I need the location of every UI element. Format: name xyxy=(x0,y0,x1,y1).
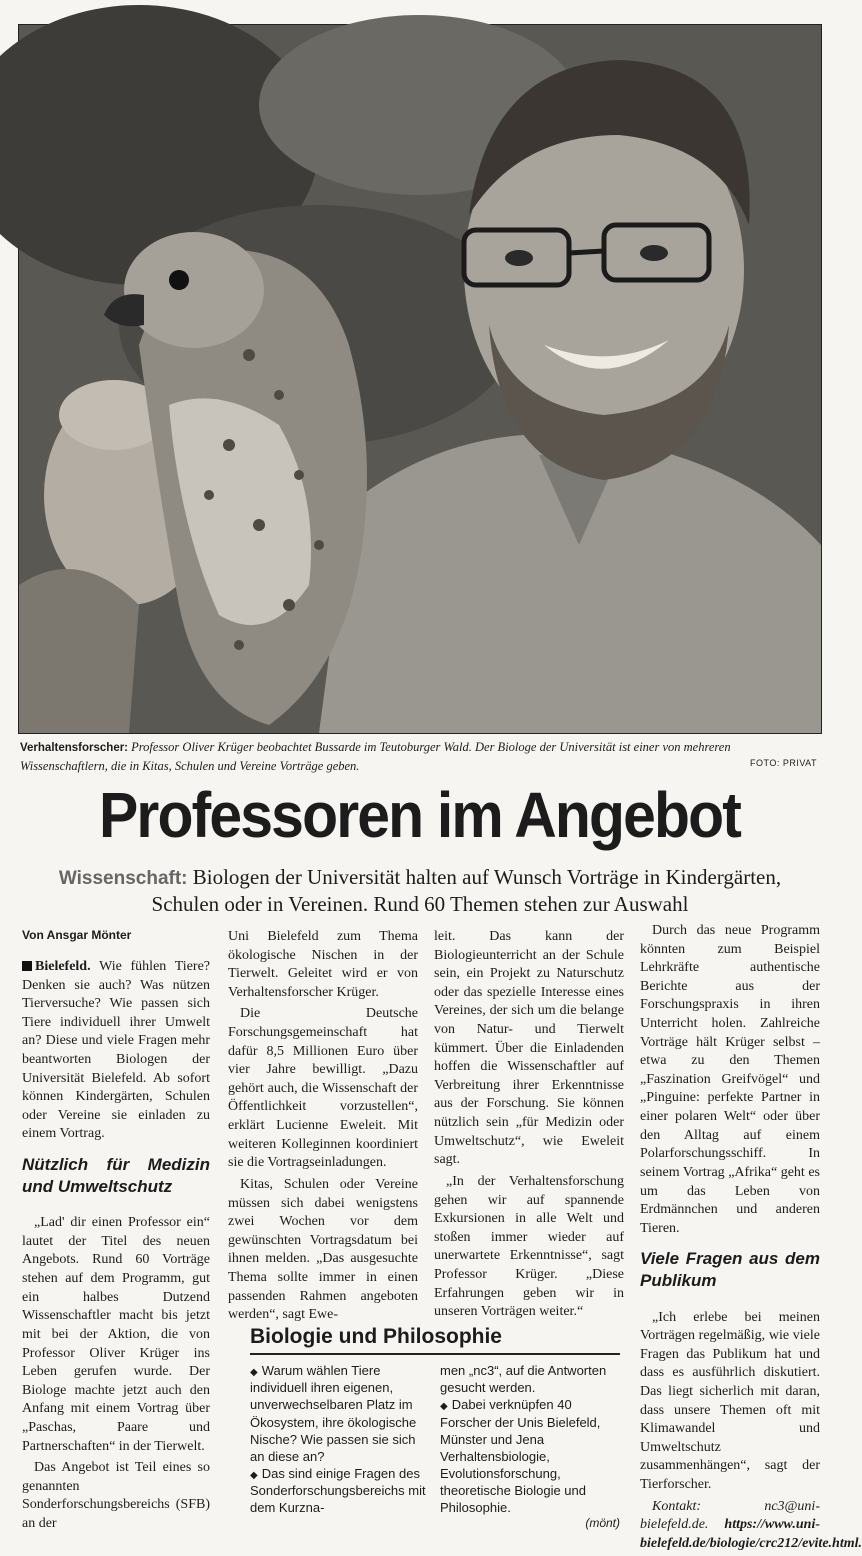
caption-text: Professor Oliver Krüger beobachtet Bussarde im Teutoburger Wald. Der Biologe der Universität ist einer von mehreren Wissenschaftlern, die in Kitas, Schulen und Vereine Vorträge geben. xyxy=(20,740,731,773)
info-box-column-1 xyxy=(250,1362,430,1516)
headline: Professoren im Angebot xyxy=(98,779,741,851)
byline: Von Ansgar Mönter xyxy=(22,928,132,942)
paragraph: Das Angebot ist Teil eines so genannten Sonderforschungsbereichs (SFB) an der xyxy=(22,1460,210,1531)
article-column-2 xyxy=(228,928,418,1328)
photo-caption xyxy=(20,738,820,775)
diamond-bullet-icon: ◆ xyxy=(440,1401,448,1413)
contact-url-link[interactable]: https://www.uni-bielefeld.de/biologie/crc212/evite.html. xyxy=(640,1517,862,1551)
contact-label: Kontakt: xyxy=(652,1498,701,1514)
info-item-text: Das sind einige Fragen des Sonderforschungsbereichs mit dem Kurzna- xyxy=(250,1465,426,1516)
author-signature: (mönt) xyxy=(585,1516,620,1531)
square-bullet-icon xyxy=(22,961,32,971)
lead-paragraph xyxy=(22,958,210,1144)
info-item-text: Dabei verknüpfen 40 Forscher der Unis Bielefeld, Münster und Jena Verhaltensbiologie, Evolutionsforschung, theoretische Biologie und Philosophie. xyxy=(440,1397,601,1516)
paragraph: leit. Das kann der Biologieunterricht an der Schule sein, ein Projekt zu Naturschutz oder das spezielle Interesse eines Vereines, der sich um die belange von Natur- und Tierwelt kümmert. Über die Einladenden hoffen die Wissenschaftler auf Verbreitung ihrer Erkenntnisse aus der Forschung. Sie können nützlich sein „für Medizin oder Umweltschutz“, wie Eweleit sagt. xyxy=(434,929,624,1168)
diamond-bullet-icon: ◆ xyxy=(250,1469,258,1481)
paragraph: Die Deutsche Forschungsgemeinschaft hat dafür 8,5 Millionen Euro über vier Jahre bewilligt. „Dazu gehört auch, die Wissenschaft der Öffentlichkeit vorzustellen“, erklärt Lucienne Eweleit. Mit weiteren Kolleginnen koordiniert sie die Vortragseinladungen. xyxy=(228,1006,418,1171)
caption-kicker: Verhaltensforscher: xyxy=(20,742,129,754)
info-item-text: Warum wählen Tiere individuell ihren eigenen, unverwechselbaren Platz im Ökosystem, ihre ökologische Nische? Wie passen sie sich an diese an? xyxy=(250,1363,417,1464)
photo-illustration xyxy=(19,25,821,733)
photo-credit: FOTO: PRIVAT xyxy=(749,758,817,768)
subhead-line-2: Schulen oder in Vereinen. Rund 60 Themen stehen zur Auswahl xyxy=(151,891,689,916)
subhead-keyword: Wissenschaft: xyxy=(58,868,188,889)
diamond-bullet-icon: ◆ xyxy=(250,1367,258,1378)
contact-line xyxy=(640,1498,862,1554)
paragraph: Kitas, Schulen oder Vereine müssen sich dabei wenigstens zwei Wochen vor dem gewünschten Vortragsdatum bei ihnen melden. „Das ausgesuchte Thema sollte immer in einen passenden Rahmen angeboten werden“, sagt Ewe- xyxy=(228,1176,418,1323)
subheading-fragen: Viele Fragen aus dem Publikum xyxy=(640,1249,820,1291)
paragraph: „Ich erlebe bei meinen Vorträgen regelmäßig, wie viele Fragen das Publikum hat und dass es ausführlich diskutiert. Das liegt sicherlich mit daran, dass unsere Themen oft mit Klimawandel und Umweltschutz zusammenhängen“, sagt der Tierforscher. xyxy=(640,1309,820,1493)
article-photo xyxy=(18,24,822,734)
paragraph: „In der Verhaltensforschung gehen wir auf spannende Exkursionen in alle Welt und stoßen immer wieder auf unerwartete Erkenntnisse“, sagt Professor Krüger. „Diese Erfahrungen geben wir in unseren Vorträgen weiter.“ xyxy=(434,1173,624,1320)
paragraph: Durch das neue Programm könnten zum Beispiel Lehrkräfte authentische Berichte aus der Forschungspraxis in ihren Unterricht holen. Zahlreiche Vorträge hält Krüger selbst – etwa zu den Themen „Faszination Greifvögel“ und „Pinguine: perfekte Partner in einer polaren Welt“ oder über den Alltag auf einem Polarforschungsschiff. In seinem Vortrag „Afrika“ geht es um das Leben von Erdmännchen und anderen Tieren. xyxy=(640,923,820,1236)
article-column-3 xyxy=(434,928,624,1325)
subhead-line-1: Biologen der Universität halten auf Wunsch Vorträge in Kindergärten, xyxy=(192,865,782,889)
paragraph: Uni Bielefeld zum Thema ökologische Nischen in der Tierwelt. Geleitet wird er von Verhaltensforscher Krüger. xyxy=(228,929,418,1000)
contact-email-link[interactable]: nc3@uni-bielefeld.de. xyxy=(640,1498,820,1533)
subheading-medizin: Nützlich für Medizin und Umweltschutz xyxy=(22,1155,210,1197)
info-item-text: men „nc3“, auf die Antworten gesucht werden. xyxy=(440,1363,607,1396)
article-column-1 xyxy=(22,928,210,1537)
article-column-4 xyxy=(640,922,862,1556)
lead-text: Wie fühlen Tiere? Denken sie auch? Was nützen Tierversuche? Wie passen sich Tiere individuell ihrer Umwelt an? Diese und viele Fragen mehr beantworten Biologen der Universität Bielefeld. Ab sofort können Kindergärten, Schulen oder Vereine sie einladen zu einem Vortrag. xyxy=(22,958,210,1142)
info-item xyxy=(250,1362,430,1465)
info-item xyxy=(440,1396,620,1516)
info-box-column-2 xyxy=(440,1362,620,1532)
info-item xyxy=(250,1465,430,1517)
dateline: Bielefeld. xyxy=(35,958,91,974)
info-box-title: Biologie und Philosophie xyxy=(250,1325,620,1355)
paragraph: „Lad' dir einen Professor ein“ lautet der Titel des neuen Angebots. Rund 60 Vorträge stehen auf dem Programm, gut ein halbes Dutzend Wissenschaftler macht bis jetzt mit bei der Aktion, die von Professor Oliver Krüger ins Leben gerufen wurde. Der Biologe machte jetzt auch den Anfang mit einem Vortrag über „Paschas, Paare und Partnerschaften“ in der Tierwelt. xyxy=(22,1215,210,1454)
subheadline xyxy=(40,864,800,917)
